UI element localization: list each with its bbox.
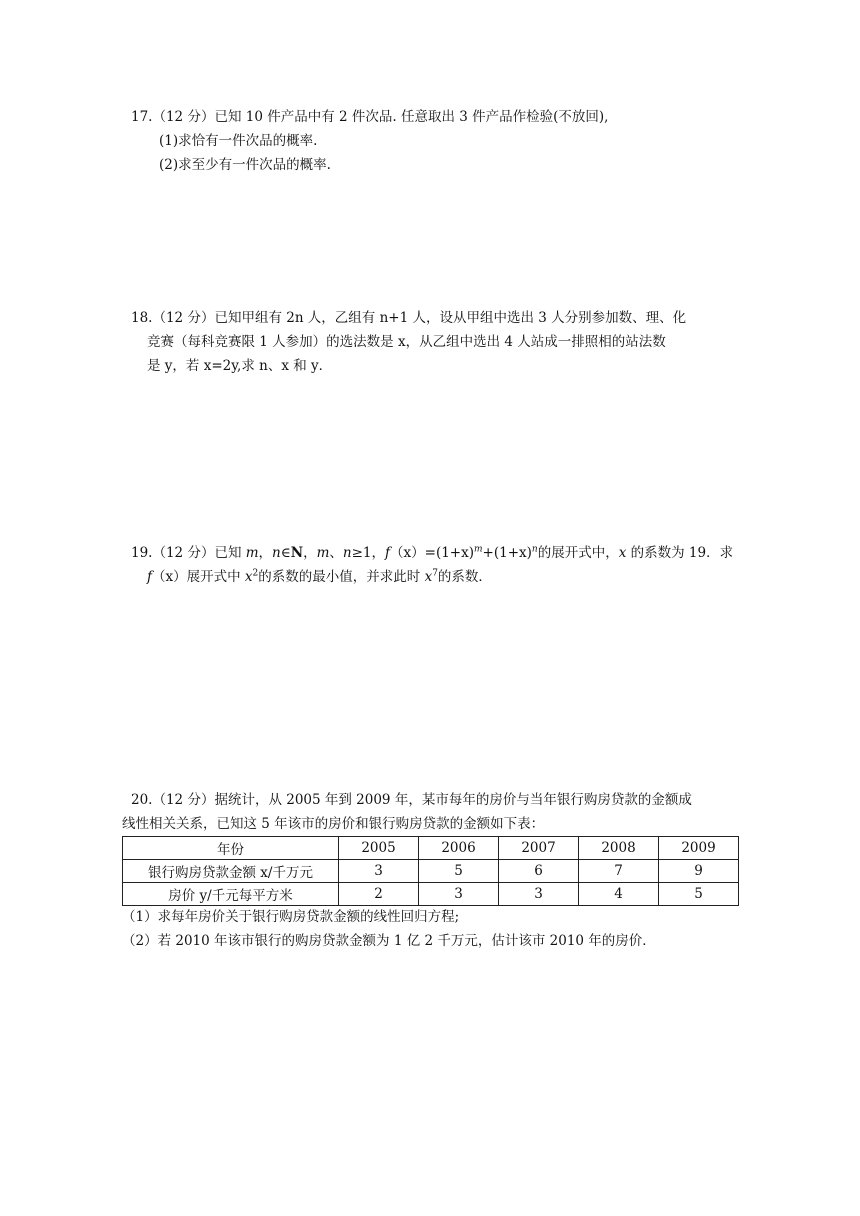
q20-data-table [122, 836, 739, 906]
table-cell: 房价 y/千元每平方米 [123, 883, 339, 906]
q19-var-m: m [245, 545, 259, 561]
table-cell: 5 [419, 860, 499, 883]
table-cell: 3 [419, 883, 499, 906]
table-cell: 3 [499, 883, 579, 906]
question-19 [131, 541, 741, 589]
table-cell: 2009 [659, 837, 739, 860]
q19-func-f: f [385, 545, 391, 561]
q19-line-1 [131, 541, 741, 565]
q19-var-x: x [244, 569, 253, 585]
q19-var-m: m [316, 545, 330, 561]
table-cell: 6 [499, 860, 579, 883]
q19-text: 19.（12 分）已知 [131, 545, 246, 561]
q18-line-2: 竞赛（每科竞赛限 1 人参加）的选法数是 x，从乙组中选出 4 人站成一排照相的站法数 [147, 334, 666, 350]
question-20 [122, 788, 741, 836]
table-cell: 2005 [339, 837, 419, 860]
q19-natural-numbers-symbol: N [290, 545, 304, 561]
table-cell: 5 [659, 883, 739, 906]
table-cell: 2008 [579, 837, 659, 860]
table-cell: 2006 [419, 837, 499, 860]
q17-part-2: (2)求至少有一件次品的概率. [159, 157, 331, 173]
q19-var-x: x [618, 545, 627, 561]
q19-text: 的系数为 19．求 [626, 545, 734, 561]
q19-text: 的系数． [437, 569, 492, 585]
q19-text: ， [258, 545, 273, 561]
q20-line-1: 20.（12 分）据统计，从 2005 年到 2009 年，某市每年的房价与当年银行购房贷款的金额成 [131, 792, 692, 808]
table-cell: 2 [339, 883, 419, 906]
q19-exponent-2: 2 [252, 568, 259, 579]
q19-text: ≥1， [351, 545, 386, 561]
q19-line-2 [131, 565, 741, 589]
q17-stem: 17.（12 分）已知 10 件产品中有 2 件次品. 任意取出 3 件产品作检验(不放回), [131, 109, 609, 125]
q18-line-1: 18.（12 分）已知甲组有 2n 人，乙组有 n+1 人，设从甲组中选出 3 人分别参加数、理、化 [131, 310, 687, 326]
q19-exponent-7: 7 [432, 568, 438, 579]
q19-exponent-n: n [531, 544, 538, 555]
question-18 [131, 306, 741, 378]
q19-text: （x）=(1+x) [390, 545, 474, 561]
q17-part-1: (1)求恰有一件次品的概率. [159, 133, 318, 149]
q20-part-1: （1）求每年房价关于银行购房贷款金额的线性回归方程; [122, 909, 460, 925]
q19-text: 的系数的最小值，并求此时 [258, 569, 425, 585]
q19-text: 、 [329, 545, 343, 561]
q19-text: ， [303, 545, 317, 561]
q19-text: +(1+x) [482, 545, 532, 561]
q20-line-2: 线性相关关系，已知这 5 年该市的房价和银行购房贷款的金额如下表： [122, 816, 545, 832]
table-cell: 7 [579, 860, 659, 883]
table-row [123, 883, 739, 906]
q19-text: （x）展开式中 [152, 569, 245, 585]
q19-var-n: n [342, 545, 352, 561]
table-cell: 4 [579, 883, 659, 906]
q19-var-n: n [272, 545, 281, 561]
table-header-row [123, 837, 739, 860]
q19-var-x: x [424, 569, 433, 585]
q19-func-f: f [147, 569, 152, 585]
q19-exponent-m: m [474, 544, 483, 555]
table-cell: 年份 [123, 837, 339, 860]
table-cell: 银行购房贷款金额 x/千万元 [123, 860, 339, 883]
q19-text: 的展开式中， [537, 545, 619, 561]
table-cell: 2007 [499, 837, 579, 860]
q19-element-of-symbol: ∈ [280, 545, 291, 561]
table-cell: 9 [659, 860, 739, 883]
question-17 [131, 105, 741, 177]
table-row [123, 860, 739, 883]
q20-part-2: （2）若 2010 年该市银行的购房贷款金额为 1 亿 2 千万元，估计该市 2010 年的房价． [122, 933, 656, 949]
table-cell: 3 [339, 860, 419, 883]
q18-line-3: 是 y，若 x=2y,求 n、x 和 y． [147, 358, 333, 374]
